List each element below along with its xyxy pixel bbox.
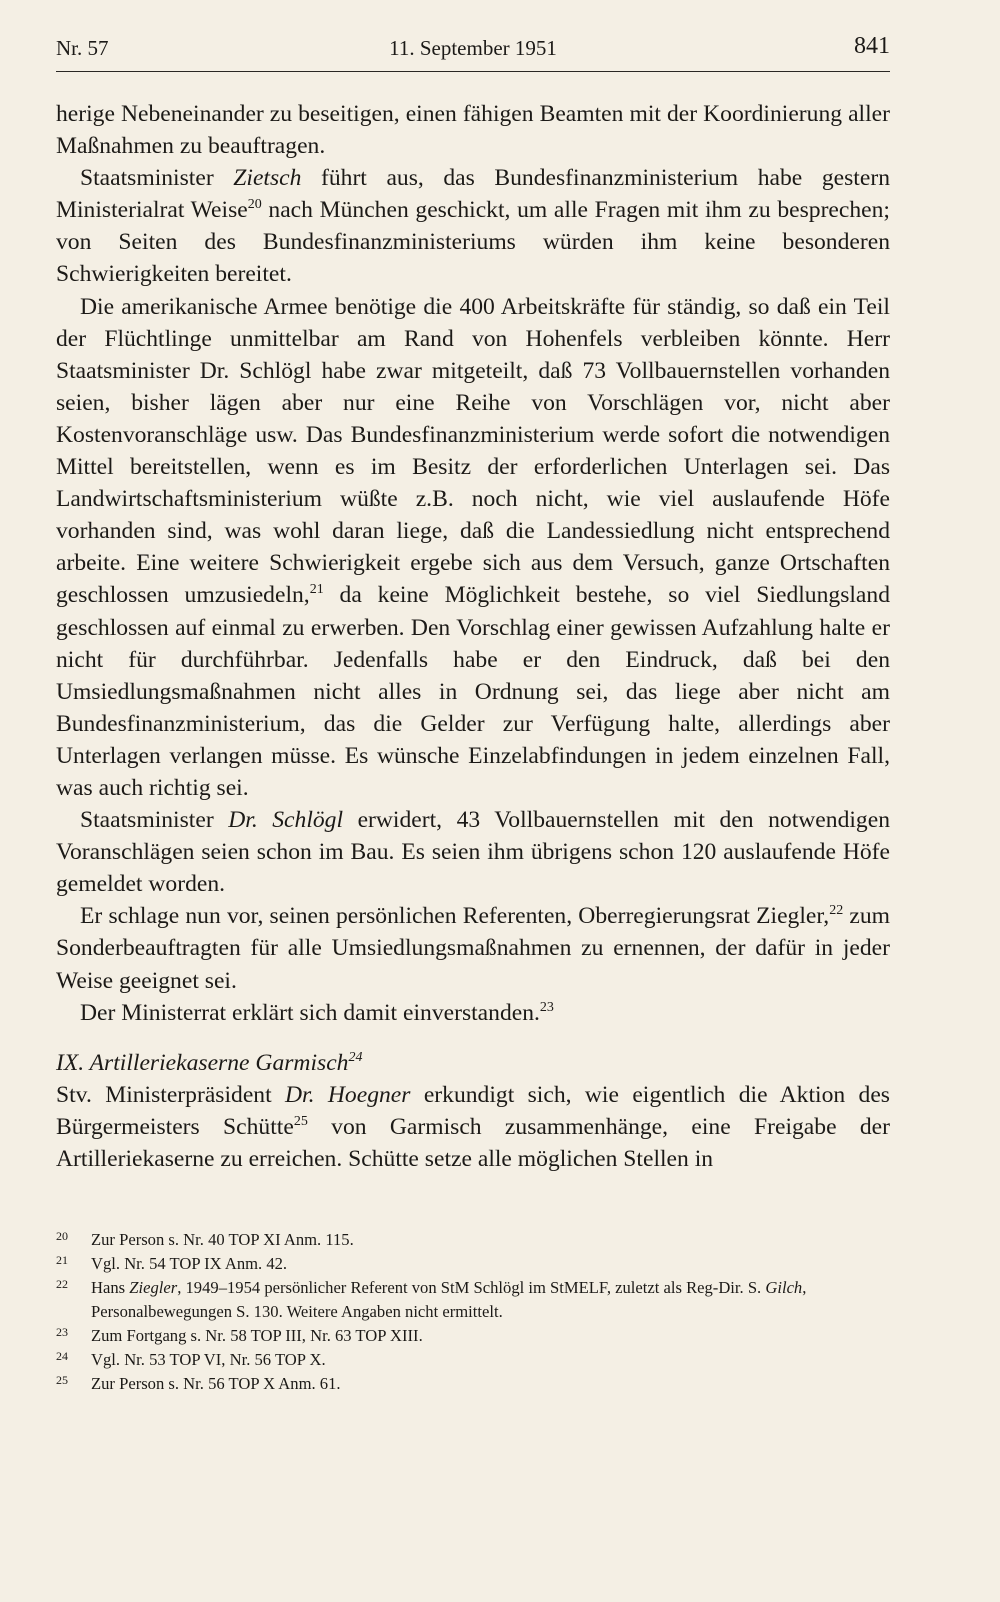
paragraph [56,804,890,900]
paragraph [56,997,890,1029]
text-run: erkundigt sich, wie eigentlich die Aktion des Bürgermeisters Schütte [56,1081,890,1140]
footnote-number: 21 [56,1253,68,1267]
header-date: 11. September 1951 [389,36,557,60]
footnote-ref[interactable]: 21 [309,582,324,598]
footnote-ref[interactable]: 24 [348,1049,363,1065]
footnote [56,1348,890,1372]
text-run: erwidert, 43 Vollbauernstellen mit den notwendigen Voranschlägen seien schon im Bau. Es seien ihm übrigens schon 120 auslaufende Höfe gemeldet worden. [56,807,890,898]
paragraph [56,1079,890,1175]
footnote-text: Hans [91,1278,130,1297]
footnote-text: Vgl. Nr. 53 TOP VI, Nr. 56 TOP X. [91,1350,326,1369]
footnote-text: Zur Person s. Nr. 56 TOP X Anm. 61. [91,1374,341,1393]
text-run: von Garmisch zusammenhänge, eine Freigabe der Artilleriekaserne zu erreichen. Schütte setze alle möglichen Stellen in [56,1113,891,1172]
text-run: herige Nebeneinander zu beseitigen, einen fähigen Beamten mit der Koordinierung aller Maßnahmen zu beauftragen. [56,101,890,160]
text-run: Er schlage nun vor, seinen persönlichen Referenten, Oberregierungsrat Ziegler, [80,903,830,930]
text-run: da keine Möglichkeit bestehe, so viel Siedlungsland geschlossen auf einmal zu erwerben. Den Vorschlag einer gewissen Aufzahlung halte er nicht für durchführbar. Jedenfalls habe er den Eindruck, daß bei den Umsiedlungsmaßnahmen nicht alles in Ordnung sei, das liege aber nicht am Bundesfinanzministerium, das die Gelder zur Verfügung halte, allerdings aber Unterlagen verlangen müsse. Es wünsche Einzelabfindungen in jedem einzelnen Fall, was auch richtig sei. [56,582,890,801]
page-number: 841 [854,33,890,59]
footnotes [56,1228,890,1396]
footnote-text: Zur Person s. Nr. 40 TOP XI Anm. 115. [91,1230,354,1249]
text-run: Der Ministerrat erklärt sich damit einverstanden. [80,999,540,1026]
text-run: zum Sonderbeauftragten für alle Umsiedlungsmaßnahmen zu ernennen, der dafür in jeder Weise geeignet sei. [56,903,890,994]
speaker-name: Zietsch [233,165,302,192]
issue-number: Nr. 57 [56,36,109,60]
section-heading [56,1047,890,1079]
main-text [56,98,890,1175]
paragraph [56,98,890,162]
text-run: nach München geschickt, um alle Fragen mit ihm zu besprechen; von Seiten des Bundesfinanzministeriums würden ihm keine besonderen Schwierigkeiten bereitet. [56,197,890,288]
footnote-text: Zum Fortgang s. Nr. 58 TOP III, Nr. 63 TOP XIII. [91,1326,423,1345]
footnote-ref[interactable]: 20 [247,197,262,213]
footnote-number: 22 [56,1277,68,1291]
paragraph [56,162,890,290]
footnote [56,1372,890,1396]
author-name: Gilch [765,1278,803,1297]
footnote [56,1276,890,1324]
text-run: Stv. Ministerpräsident [56,1081,286,1108]
footnote-text: , 1949–1954 persönlicher Referent von StM Schlögl im StMELF, zuletzt als Reg-Dir. S. [177,1278,766,1297]
paragraph [56,900,890,996]
text-run: Staatsminister [80,807,229,834]
footnote-text: Vgl. Nr. 54 TOP IX Anm. 42. [91,1254,288,1273]
speaker-name: Dr. Hoegner [285,1081,411,1108]
section-heading-text: IX. Artilleriekaserne Garmisch [56,1049,349,1076]
footnote [56,1228,890,1252]
footnote [56,1324,890,1348]
footnote-ref[interactable]: 25 [293,1113,308,1129]
footnote [56,1252,890,1276]
person-name: Ziegler [129,1278,178,1297]
paragraph [56,291,890,805]
speaker-name: Dr. Schlögl [228,807,344,834]
footnote-ref[interactable]: 23 [539,999,554,1015]
header-rule [56,71,890,72]
text-run: Die amerikanische Armee benötige die 400 Arbeitskräfte für ständig, so daß ein Teil der Flüchtlinge unmittelbar am Rand von Hohenfels verbleiben könnte. Herr Staatsminister Dr. Schlögl habe zwar mitgeteilt, daß 73 Vollbauernstellen vorhanden seien, bisher lägen aber nur eine Reihe von Vorschlägen vor, nicht aber Kostenvoranschläge usw. Das Bundesfinanzministerium werde sofort die notwendigen Mittel bereitstellen, wenn es im Besitz der erforderlichen Unterlagen sei. Das Landwirtschaftsministerium wüßte z.B. noch nicht, wie viel auslaufende Höfe vorhanden sind, was wohl daran liege, daß die Landessiedlung nicht entsprechend arbeite. Eine weitere Schwierigkeit ergebe sich aus dem Versuch, ganze Ortschaften geschlossen umzusiedeln, [56,293,890,609]
text-run: führt aus, das Bundesfinanzministerium habe gestern Ministerialrat Weise [56,165,890,224]
running-header [56,33,890,68]
footnote-text: , Personalbewegungen S. 130. Weitere Angaben nicht ermittelt. [91,1278,807,1321]
text-run: Staatsminister [80,165,234,192]
footnote-number: 20 [56,1229,68,1243]
footnote-ref[interactable]: 22 [829,903,844,919]
footnote-number: 24 [56,1349,68,1363]
footnote-number: 25 [56,1373,68,1387]
footnote-number: 23 [56,1325,68,1339]
